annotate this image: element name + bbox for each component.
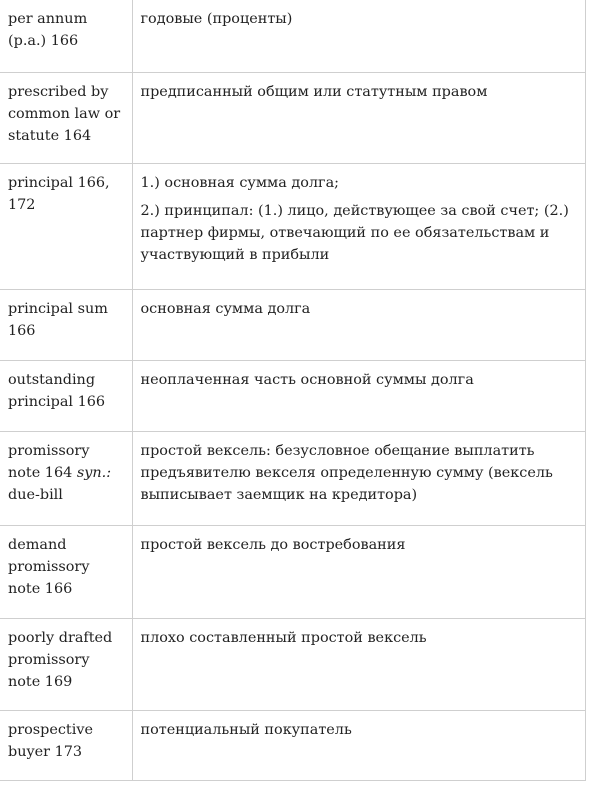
term-cell: outstanding principal 166 — [0, 360, 132, 431]
definition-cell — [132, 289, 585, 360]
table-row — [0, 289, 585, 360]
table-row — [0, 431, 585, 525]
table-row — [0, 618, 585, 710]
term-text: promissory note 164 — [8, 442, 90, 481]
table-row — [0, 710, 585, 780]
definition-cell — [132, 618, 585, 710]
definition-cell — [132, 163, 585, 289]
term-cell: demand promissory note 166 — [0, 525, 132, 618]
term-cell: prospective buyer 173 — [0, 710, 132, 780]
definition-cell — [132, 72, 585, 163]
term-cell: prescribed by common law or statute 164 — [0, 72, 132, 163]
definition-cell — [132, 0, 585, 72]
table-row — [0, 525, 585, 618]
table-row — [0, 72, 585, 163]
table-row — [0, 163, 585, 289]
definition-text: 1.) основная сумма долга; — [140, 174, 340, 191]
definition-text: потенциальный покупатель — [140, 721, 352, 738]
synonym-label: syn.: — [76, 464, 112, 481]
definition-cell — [132, 525, 585, 618]
definition-cell — [132, 431, 585, 525]
definition-text: простой вексель: безусловное обещание выплатить предъявителю векселя определенную сумму (вексель выписывает заемщик на кредитора) — [140, 442, 553, 503]
synonym-term: due-bill — [8, 486, 63, 503]
definition-text: 2.) принципал: (1.) лицо, действующее за свой счет; (2.) партнер фирмы, отвечающий по ее обязательствам и участвующий в прибыли — [140, 202, 569, 263]
term-cell — [0, 431, 132, 525]
term-cell: principal 166, 172 — [0, 163, 132, 289]
definition-cell — [132, 710, 585, 780]
term-cell: per annum (p.a.) 166 — [0, 0, 132, 72]
definition-cell — [132, 360, 585, 431]
definition-text: простой вексель до востребования — [140, 536, 406, 553]
term-cell: poorly drafted promissory note 169 — [0, 618, 132, 710]
definition-text: годовые (проценты) — [140, 11, 293, 27]
definition-text: предписанный общим или статутным правом — [140, 83, 488, 100]
table-row — [0, 360, 585, 431]
term-cell: principal sum 166 — [0, 289, 132, 360]
definition-text: неоплаченная часть основной суммы долга — [140, 371, 474, 388]
definition-text: основная сумма долга — [140, 300, 311, 317]
definition-text: плохо составленный простой вексель — [140, 629, 427, 646]
table-row — [0, 0, 585, 72]
